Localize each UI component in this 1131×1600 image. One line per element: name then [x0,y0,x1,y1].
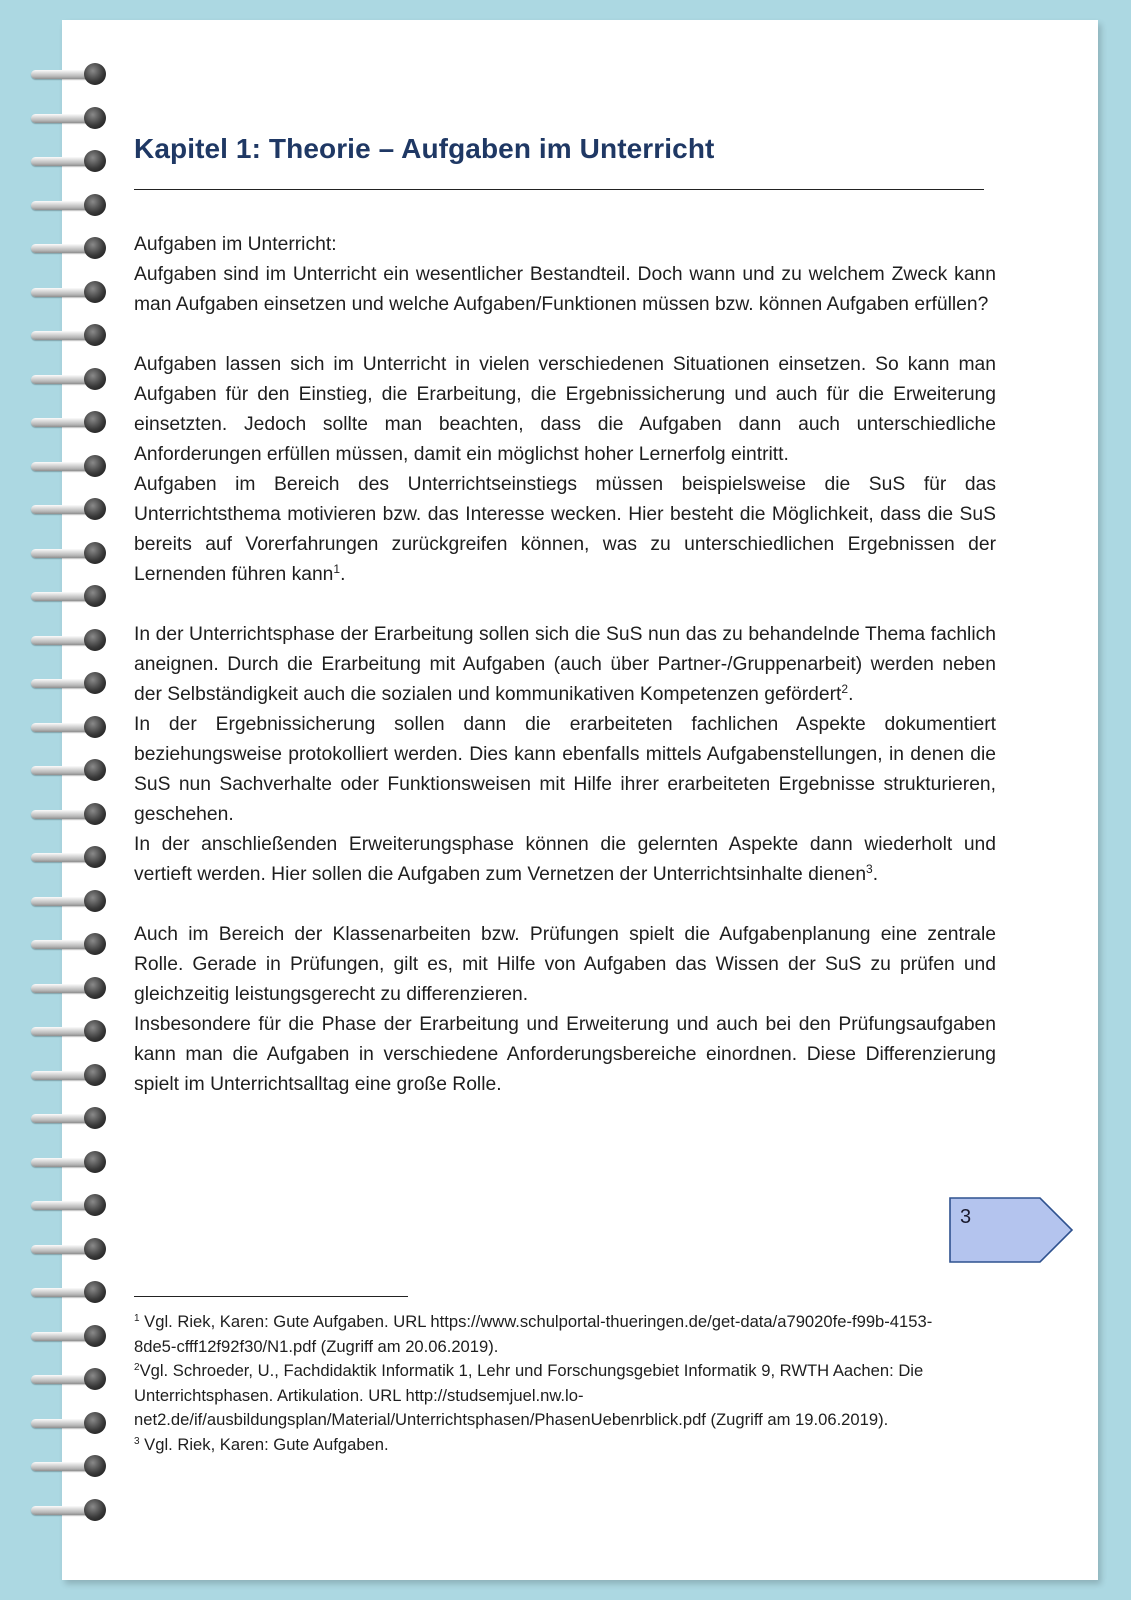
period: . [340,564,346,585]
page-title: Kapitel 1: Theorie – Aufgaben im Unterricht [134,133,715,164]
punch-hole [84,1064,106,1086]
spiral-ring-icon [28,106,118,130]
page-number: 3 [960,1206,972,1228]
punch-hole [84,194,106,216]
spiral-ring-icon [28,1106,118,1130]
spiral-ring-icon [28,584,118,608]
title-divider [134,189,984,190]
punch-hole [84,716,106,738]
punch-hole [84,107,106,129]
punch-hole [84,1151,106,1173]
footnote-mark: 2 [134,1362,140,1373]
spiral-ring-icon [28,1367,118,1391]
punch-hole [84,672,106,694]
punch-hole [84,977,106,999]
punch-hole [84,324,106,346]
punch-hole [84,63,106,85]
spiral-ring-icon [28,1063,118,1087]
paragraph: Aufgaben sind im Unterricht ein wesentlicher Bestandteil. Doch wann und zu welchem Zweck kann man Aufgaben einsetzen und welche Aufgaben/Funktionen müssen bzw. können Aufgaben erfüllen? [134,264,996,315]
spiral-ring-icon [28,889,118,913]
punch-hole [84,1499,106,1521]
punch-hole [84,498,106,520]
spiral-ring-icon [28,1237,118,1261]
paragraph [134,830,996,890]
spiral-ring-icon [28,236,118,260]
spiral-ring-icon [28,1193,118,1217]
spiral-ring-icon [28,367,118,391]
spiral-ring-icon [28,323,118,347]
paragraph-text: Aufgaben im Bereich des Unterrichtseinstiegs müssen beispielsweise die SuS für das Unterrichtsthema motivieren bzw. das Interesse wecken. Hier besteht die Möglichkeit, dass die SuS bereits auf Vorerfahrungen zurückgreifen können, was zu unterschiedlichen Ergebnissen der Lernenden führen kann [134,474,996,585]
punch-hole [84,1325,106,1347]
footnote-text: Vgl. Riek, Karen: Gute Aufgaben. [139,1434,389,1454]
spiral-ring-icon [28,1019,118,1043]
punch-hole [84,1194,106,1216]
footnote-divider [134,1296,408,1297]
punch-hole [84,542,106,564]
punch-hole [84,368,106,390]
punch-hole [84,933,106,955]
paragraph [134,470,996,590]
paragraph: In der Ergebnissicherung sollen dann die erarbeiteten fachlichen Aspekte dokumentiert beziehungsweise protokolliert werden. Dies kann ebenfalls mittels Aufgabenstellungen, in denen die SuS nun Sachverhalte oder Funktionsweisen mit Hilfe ihrer erarbeiteten Ergebnisse strukturieren, geschehen. [134,714,996,825]
punch-hole [84,1238,106,1260]
punch-hole [84,237,106,259]
spiral-ring-icon [28,1324,118,1348]
paragraph [134,620,996,710]
spiral-ring-icon [28,671,118,695]
spiral-ring-icon [28,628,118,652]
punch-hole [84,150,106,172]
spiral-ring-icon [28,1498,118,1522]
spiral-ring-icon [28,758,118,782]
footnote [134,1359,964,1433]
punch-hole [84,1020,106,1042]
spiral-ring-icon [28,1280,118,1304]
blank-line [134,320,996,350]
spiral-ring-icon [28,802,118,826]
paragraph: Aufgaben lassen sich im Unterricht in vielen verschiedenen Situationen einsetzen. So kann man Aufgaben für den Einstieg, die Erarbeitung, die Ergebnissicherung und auch für die Erweiterung einsetzten. Jedoch sollte man beachten, dass die Aufgaben dann auch unterschiedliche Anforderungen erfüllen müssen, damit ein möglichst hoher Lernerfolg eintritt. [134,354,996,465]
punch-hole [84,890,106,912]
punch-hole [84,1412,106,1434]
spiral-ring-icon [28,497,118,521]
punch-hole [84,281,106,303]
spiral-ring-icon [28,454,118,478]
punch-hole [84,411,106,433]
footnote [134,1433,964,1458]
spiral-ring-icon [28,541,118,565]
paragraph: Auch im Bereich der Klassenarbeiten bzw. Prüfungen spielt die Aufgabenplanung eine zentrale Rolle. Gerade in Prüfungen, gilt es, mit Hilfe von Aufgaben das Wissen der SuS zu prüfen und gleichzeitig leistungsgerecht zu differenzieren. [134,924,996,1005]
punch-hole [84,803,106,825]
period: . [872,864,879,885]
punch-hole [84,1281,106,1303]
footnote-ref[interactable]: 3 [866,862,873,876]
spiral-ring-icon [28,62,118,86]
blank-line [134,590,996,620]
footnote [134,1310,964,1359]
punch-hole [84,846,106,868]
punch-hole [84,1107,106,1129]
spiral-ring-icon [28,149,118,173]
footnote-mark: 1 [134,1313,140,1324]
spiral-ring-icon [28,845,118,869]
spiral-ring-icon [28,1411,118,1435]
footnote-text: Vgl. Schroeder, U., Fachdidaktik Informatik 1, Lehr und Forschungsgebiet Informatik 9, RWTH Aachen: Die Unterrichtsphasen. Artikulation. URL http://studsemjuel.nw.lo-net2.de/if/ausbildungsplan/Material/Unterrichtsphasen/PhasenUebenrblick.pdf (Zugriff am 19.06.2019). [134,1361,924,1429]
body-text [134,230,996,1100]
section-heading: Aufgaben im Unterricht: [134,234,337,255]
punch-hole [84,629,106,651]
paragraph-text: In der Unterrichtsphase der Erarbeitung sollen sich die SuS nun das zu behandelnde Thema fachlich aneignen. Durch die Erarbeitung mit Aufgaben (auch über Partner-/Gruppenarbeit) werden neben der Selbständigkeit auch die sozialen und kommunikativen Kompetenzen gefördert [134,624,996,705]
footnotes [134,1310,964,1457]
spiral-ring-icon [28,193,118,217]
period: . [848,684,854,705]
footnote-mark: 3 [134,1435,140,1447]
spiral-ring-icon [28,976,118,1000]
spiral-ring-icon [28,932,118,956]
footnote-ref[interactable]: 1 [333,562,341,576]
paragraph: Insbesondere für die Phase der Erarbeitung und Erweiterung und auch bei den Prüfungsaufgaben kann man die Aufgaben in verschiedene Anforderungsbereiche einordnen. Diese Differenzierung spielt im Unterrichtsalltag eine große Rolle. [134,1014,996,1095]
punch-hole [84,759,106,781]
spiral-ring-icon [28,1150,118,1174]
paragraph-text: In der anschließenden Erweiterungsphase können die gelernten Aspekte dann wiederholt und vertieft werden. Hier sollen die Aufgaben zum Vernetzen der Unterrichtsinhalte dienen [134,834,996,885]
punch-hole [84,1368,106,1390]
blank-line [134,890,996,920]
spiral-ring-icon [28,410,118,434]
footnote-text: Vgl. Riek, Karen: Gute Aufgaben. URL https://www.schulportal-thueringen.de/get-data/a79020fe-f99b-4153-8de5-cfff12f92f30/N1.pdf (Zugriff am 20.06.2019). [134,1312,933,1356]
punch-hole [84,1455,106,1477]
spiral-ring-icon [28,1454,118,1478]
spiral-binding [28,62,118,1542]
spiral-ring-icon [28,715,118,739]
spiral-ring-icon [28,280,118,304]
footnote-ref[interactable]: 2 [841,682,849,696]
punch-hole [84,585,106,607]
punch-hole [84,455,106,477]
